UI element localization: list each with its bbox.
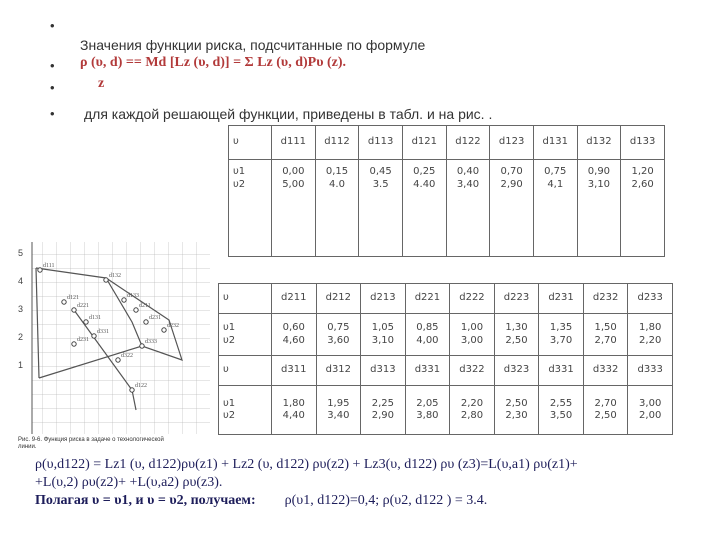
point-label: d231 — [77, 337, 89, 343]
point-label: d333 — [145, 339, 157, 345]
table-header-cell: d232 — [583, 284, 628, 314]
decision-point — [122, 298, 126, 302]
table-header-cell: d122 — [446, 126, 490, 160]
figure-caption: Рис. 9-6. Функция риска в задаче о технологической линии. — [18, 437, 164, 450]
table-cell: 1,80 4,40 — [272, 386, 317, 435]
risk-formula: ρ (υ, d) == Md [Lz (υ, d)] = Σ Lz (υ, d)Pυ (z). — [80, 55, 346, 70]
table-cell: 2,50 2,30 — [494, 386, 539, 435]
formula-subscript: z — [98, 76, 105, 91]
bullet: • — [50, 106, 55, 121]
table-cell: 0,75 3,60 — [316, 314, 361, 356]
table-header-row — [219, 356, 673, 386]
point-label: d221 — [77, 303, 89, 309]
table-header-cell: d112 — [315, 126, 359, 160]
table-cell: 1,80 2,20 — [628, 314, 673, 356]
point-label: d211 — [139, 303, 151, 309]
table-cell: 2,70 2,50 — [583, 386, 628, 435]
table-header-cell: υ — [219, 284, 272, 314]
table-header-cell: d233 — [628, 284, 673, 314]
table-cell: 0,25 4.40 — [402, 160, 446, 257]
table-header-cell: υ — [229, 126, 272, 160]
decision-point — [130, 388, 134, 392]
risk-table-1 — [228, 125, 665, 257]
table-header-cell: d322 — [450, 356, 495, 386]
bullet: • — [50, 80, 55, 95]
table-row — [219, 314, 673, 356]
table-header-cell: d333 — [628, 356, 673, 386]
y-tick-label: 2 — [18, 332, 24, 342]
table-header-cell: d231 — [539, 284, 584, 314]
table-header-cell: d213 — [361, 284, 406, 314]
table-cell: 0,90 3,10 — [577, 160, 621, 257]
table-cell: 1,95 3,40 — [316, 386, 361, 435]
y-tick-label: 3 — [18, 304, 24, 314]
table-cell: 1,20 2,60 — [621, 160, 665, 257]
point-label: d232 — [167, 323, 179, 329]
table-cell: 0,40 3,40 — [446, 160, 490, 257]
table-header-cell: d221 — [405, 284, 450, 314]
risk-figure — [14, 240, 214, 440]
table-cell: 2,25 2,90 — [361, 386, 406, 435]
table-header-cell: d332 — [583, 356, 628, 386]
decision-point — [92, 334, 96, 338]
formula-line: ρ(υ,d122) = Lz1 (υ, d122)ρυ(z1) + Lz2 (υ, d122) ρυ(z2) + Lz3(υ, d122) ρυ (z3)=L(υ,a1) ρυ(z1)+ — [35, 457, 578, 472]
risk-table-2 — [218, 283, 673, 435]
point-label: d331 — [97, 329, 109, 335]
table-cell: 1,35 3,70 — [539, 314, 584, 356]
formula-line: +L(υ,2) ρυ(z2)+ +L(υ,a2) ρυ(z3). — [35, 475, 223, 490]
decision-point — [62, 300, 66, 304]
table-header-cell: d222 — [450, 284, 495, 314]
table-row-label: υ1 υ2 — [219, 314, 272, 356]
table-cell: 1,00 3,00 — [450, 314, 495, 356]
point-label: d322 — [121, 353, 133, 359]
conclusion-line — [35, 493, 487, 509]
table-header-cell: d311 — [272, 356, 317, 386]
table-cell: 2,20 2,80 — [450, 386, 495, 435]
y-tick-label: 5 — [18, 248, 24, 258]
table-header-row — [229, 126, 665, 160]
bullet: • — [50, 18, 55, 33]
point-label: d121 — [67, 295, 79, 301]
decision-point — [72, 308, 76, 312]
point-label: d231 — [149, 315, 161, 321]
table-header-cell: d113 — [359, 126, 403, 160]
table-row — [229, 160, 665, 257]
table-cell: 2,55 3,50 — [539, 386, 584, 435]
table-header-cell: d312 — [316, 356, 361, 386]
y-tick-label: 1 — [18, 360, 24, 370]
table-cell: 0,00 5,00 — [272, 160, 316, 257]
table-header-cell: d323 — [494, 356, 539, 386]
point-label: d111 — [43, 263, 55, 269]
table-header-cell: d111 — [272, 126, 316, 160]
point-label: d133 — [127, 293, 139, 299]
table-header-cell: d132 — [577, 126, 621, 160]
point-label: d131 — [89, 315, 101, 321]
table-cell: 0,75 4,1 — [533, 160, 577, 257]
heading-line: для каждой решающей функции, приведены в табл. и на рис. . — [84, 106, 493, 122]
table-header-cell: d212 — [316, 284, 361, 314]
table-cell: 1,05 3,10 — [361, 314, 406, 356]
table-cell: 0,60 4,60 — [272, 314, 317, 356]
table-cell: 3,00 2,00 — [628, 386, 673, 435]
table-cell: 0,15 4.0 — [315, 160, 359, 257]
table-header-cell: d313 — [361, 356, 406, 386]
table-header-cell: d123 — [490, 126, 534, 160]
table-header-cell: d121 — [402, 126, 446, 160]
bullet: • — [50, 58, 55, 73]
table-row — [219, 386, 673, 435]
table-header-cell: d331 — [405, 356, 450, 386]
table-cell: 0,70 2,90 — [490, 160, 534, 257]
decision-point — [72, 342, 76, 346]
table-header-cell: υ — [219, 356, 272, 386]
decision-point — [104, 278, 108, 282]
decision-point — [38, 268, 42, 272]
decision-point — [84, 320, 88, 324]
table-cell: 2,05 3,80 — [405, 386, 450, 435]
table-cell: 0,85 4,00 — [405, 314, 450, 356]
table-cell: 1,30 2,50 — [494, 314, 539, 356]
conclusion-result: ρ(υ1, d122)=0,4; ρ(υ2, d122 ) = 3.4. — [284, 493, 488, 508]
heading-line: Значения функции риска, подсчитанные по формуле — [80, 37, 426, 53]
table-header-row — [219, 284, 673, 314]
decision-point — [116, 358, 120, 362]
decision-point — [144, 320, 148, 324]
table-header-cell: d211 — [272, 284, 317, 314]
table-header-cell: d331 — [539, 356, 584, 386]
decision-point — [162, 328, 166, 332]
table-header-cell: d133 — [621, 126, 665, 160]
conclusion-lead: Полагая υ = υ1, и υ = υ2, получаем: — [35, 493, 256, 508]
table-cell: 1,50 2,70 — [583, 314, 628, 356]
decision-point — [134, 308, 138, 312]
table-row-label: υ1 υ2 — [219, 386, 272, 435]
decision-point — [140, 344, 144, 348]
table-cell: 0,45 3.5 — [359, 160, 403, 257]
table-row-label: υ1 υ2 — [229, 160, 272, 257]
table-header-cell: d131 — [533, 126, 577, 160]
table-header-cell: d223 — [494, 284, 539, 314]
y-tick-label: 4 — [18, 276, 24, 286]
point-label: d122 — [135, 383, 147, 389]
point-label: d132 — [109, 273, 121, 279]
